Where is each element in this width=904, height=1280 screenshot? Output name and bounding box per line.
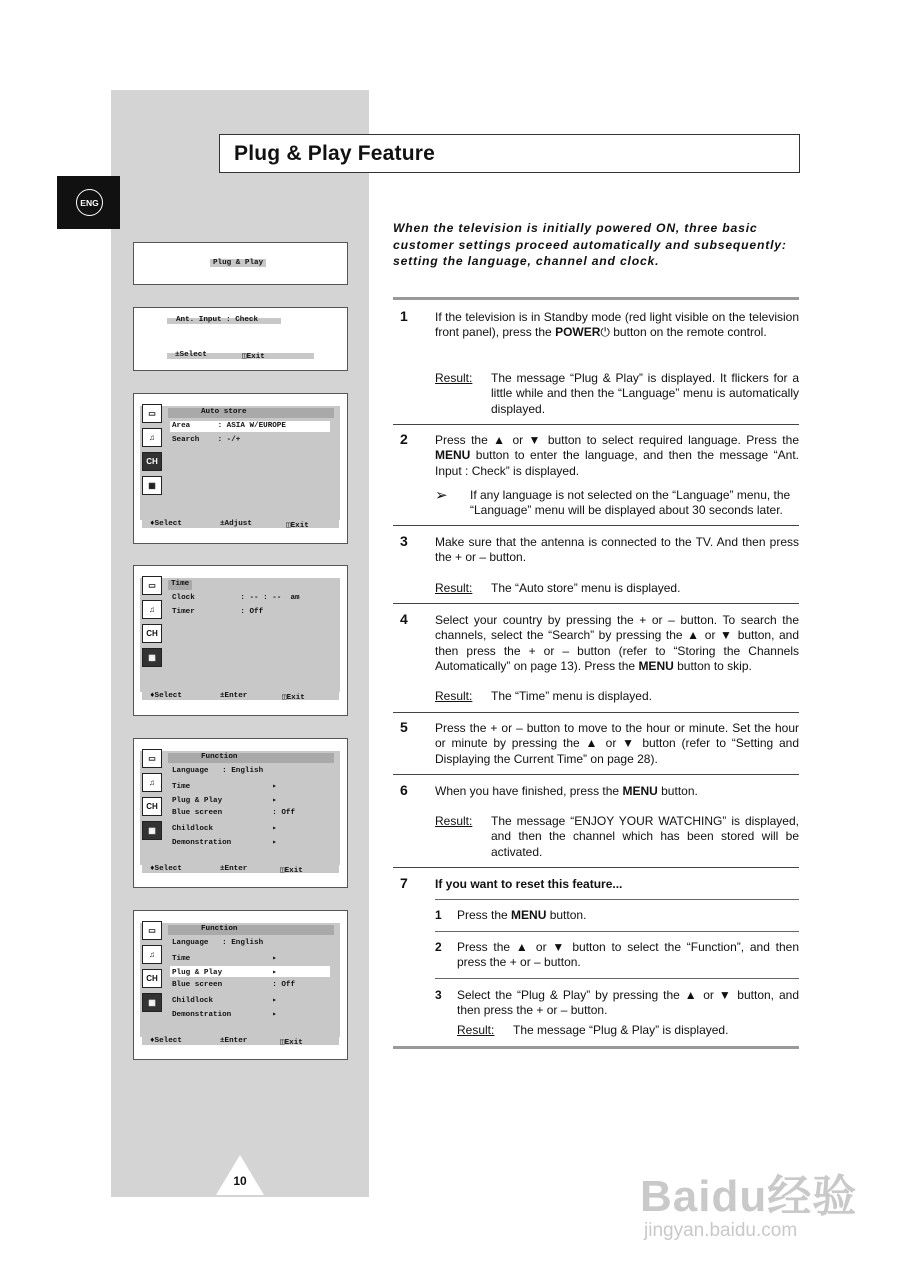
note-arrow-icon: ➢ [435, 487, 448, 504]
step-number: 4 [400, 611, 408, 627]
sound-icon: ♫ [142, 773, 162, 792]
sub-step-2-text: Press the ▲ or ▼ button to select the “Function”, and then press the + or – button. [457, 940, 799, 970]
setup-icon: ▦ [142, 821, 162, 840]
menu-head: Time [168, 580, 192, 590]
footer-adjust: ±Adjust [220, 520, 252, 528]
footer-select: ♦Select [150, 865, 182, 873]
tv-picture-icon: ▭ [142, 404, 162, 423]
menu-line-language: Language : English [172, 767, 264, 775]
channel-icon: CH [142, 797, 162, 816]
sub-step-number: 2 [435, 940, 442, 954]
step-3-text: Make sure that the antenna is connected to the TV. And then press the + or – button. [435, 535, 799, 565]
menu-head: Function [168, 925, 334, 935]
screen-footer [142, 865, 339, 873]
divider [393, 424, 799, 425]
step-4-result: The “Time” menu is displayed. [491, 689, 652, 703]
divider [393, 867, 799, 868]
footer-exit: ◫Exit [280, 867, 303, 875]
result-label: Result: [435, 814, 473, 828]
screen-footer [142, 692, 339, 700]
channel-icon: CH [142, 969, 162, 988]
divider [435, 899, 799, 900]
tv-picture-icon: ▭ [142, 749, 162, 768]
step-3-result: The “Auto store” menu is displayed. [491, 581, 681, 595]
step-6-result: The message “ENJOY YOUR WATCHING” is displayed, and then the channel which has been stored will be activated. [491, 814, 799, 859]
footer-enter: ±Enter [220, 865, 248, 873]
footer-select: ±Select [175, 351, 207, 359]
footer-enter: ±Enter [220, 692, 248, 700]
footer-exit: ◫Exit [286, 522, 309, 530]
menu-line-blue-screen: Blue screen : Off [172, 981, 296, 989]
menu-line-search: Search : -/+ [172, 436, 241, 444]
menu-line-demonstration: Demonstration ▸ [172, 1011, 277, 1019]
step-number: 2 [400, 431, 408, 447]
menu-line-time: Time ▸ [172, 955, 277, 963]
result-label: Result: [435, 371, 473, 385]
step-1-result: The message “Plug & Play” is displayed. It flickers for a little while and then the “Language” menu is automatically displayed. [491, 371, 799, 416]
watermark-main: Baidu经验 [640, 1172, 858, 1221]
sub-step-1-text: Press the MENU button. [457, 908, 587, 922]
intro-text: When the television is initially powered ON, three basic customer settings proceed automatically and subsequently: setting the language, channel and clock. [393, 221, 787, 268]
step-4-text: Select your country by pressing the + or – button. To search the channels, select the “Search” by pressing the ▲ or ▼ button, and then press the + or – button (refer to “Storing the Channels Automatically” on page 13). Press the MENU button to skip. [435, 613, 799, 673]
menu-line-demonstration: Demonstration ▸ [172, 839, 277, 847]
page-number: 10 [233, 1174, 247, 1188]
sub-step-number: 1 [435, 908, 442, 922]
menu-line-timer: Timer : Off [172, 608, 264, 616]
menu-area [140, 751, 340, 865]
divider [393, 1046, 799, 1049]
footer-enter: ±Enter [220, 1037, 248, 1045]
menu-line-blue-screen: Blue screen : Off [172, 809, 296, 817]
ant-input-bar [167, 318, 281, 324]
divider [393, 525, 799, 526]
sub-step-3-text: Select the “Plug & Play” by pressing the ▲ or ▼ button, and then press the + or – button. [457, 988, 799, 1018]
menu-icons [142, 749, 164, 845]
divider [435, 978, 799, 979]
menu-icons [142, 921, 164, 1017]
menu-area [140, 578, 340, 692]
setup-icon: ▦ [142, 648, 162, 667]
screen-footer [142, 520, 339, 528]
result-label: Result: [435, 689, 473, 703]
screen-function-plug-play [133, 910, 348, 1060]
divider [393, 774, 799, 775]
divider [393, 297, 799, 300]
footer-exit: ◫Exit [282, 694, 305, 702]
result-label: Result: [435, 581, 473, 595]
footer-exit: ◫Exit [242, 353, 265, 361]
page-title: Plug & Play Feature [234, 141, 436, 165]
page-number-tab [216, 1155, 264, 1195]
screen-time [133, 565, 348, 716]
ant-input-label: Ant. Input : Check [176, 316, 259, 324]
menu-line-area: Area : ASIA W/EUROPE [170, 421, 330, 432]
menu-head: Auto store [168, 408, 334, 418]
setup-icon: ▦ [142, 476, 162, 495]
tv-picture-icon: ▭ [142, 576, 162, 595]
sound-icon: ♫ [142, 428, 162, 447]
menu-line-childlock: Childlock ▸ [172, 997, 277, 1005]
step-5-text: Press the + or – button to move to the hour or minute. Set the hour or minute by pressing the ▲ or ▼ button (refer to “Setting and Displaying the Current Time” on page 28). [435, 721, 799, 766]
sound-icon: ♫ [142, 945, 162, 964]
step-2-note: If any language is not selected on the “Language” menu, the “Language” menu will be displayed about 30 seconds later. [470, 488, 791, 518]
screen-auto-store [133, 393, 348, 544]
watermark-sub: jingyan.baidu.com [644, 1220, 798, 1241]
menu-icons [142, 404, 164, 500]
menu-line-childlock: Childlock ▸ [172, 825, 277, 833]
footer-select: ♦Select [150, 520, 182, 528]
step-7-heading: If you want to reset this feature... [435, 877, 623, 891]
step-number: 5 [400, 719, 408, 735]
menu-line-plug-play: Plug & Play ▸ [170, 966, 330, 977]
menu-icons [142, 576, 164, 672]
menu-head: Function [168, 753, 334, 763]
language-tab [57, 176, 120, 229]
menu-line-clock: Clock : -- : -- am [172, 594, 300, 602]
step-6-text: When you have finished, press the MENU button. [435, 784, 698, 798]
menu-line-time: Time ▸ [172, 783, 277, 791]
channel-icon: CH [142, 452, 162, 471]
footer-select: ♦Select [150, 1037, 182, 1045]
divider [393, 603, 799, 604]
sound-icon: ♫ [142, 600, 162, 619]
footer-exit: ◫Exit [280, 1039, 303, 1047]
step-2-text: Press the ▲ or ▼ button to select required language. Press the MENU button to enter the language, and then the message “Ant. Input : Check” is displayed. [435, 433, 799, 478]
screen-footer [142, 1037, 339, 1045]
step-1-text: If the television is in Standby mode (red light visible on the television front panel), press the POWER⏻ button on the remote control. [435, 310, 799, 340]
step-number: 7 [400, 875, 408, 891]
power-icon: ⏻ [600, 325, 610, 340]
menu-area [140, 406, 340, 520]
result-label: Result: [457, 1023, 495, 1037]
divider [393, 712, 799, 713]
sub-step-number: 3 [435, 988, 442, 1002]
menu-line-language: Language : English [172, 939, 264, 947]
step-number: 6 [400, 782, 408, 798]
screen-footer [167, 353, 314, 359]
screen-plug-and-play [133, 242, 348, 285]
channel-icon: CH [142, 624, 162, 643]
menu-line-plug-play: Plug & Play ▸ [172, 797, 277, 805]
language-tab-label: ENG [76, 189, 103, 216]
setup-icon: ▦ [142, 993, 162, 1012]
divider [435, 931, 799, 932]
page-title-box [219, 134, 800, 173]
sub-step-3-result: The message “Plug & Play” is displayed. [513, 1023, 729, 1037]
watermark [640, 1140, 870, 1250]
tv-picture-icon: ▭ [142, 921, 162, 940]
screen-label: Plug & Play [210, 259, 266, 267]
footer-select: ♦Select [150, 692, 182, 700]
screen-function [133, 738, 348, 888]
step-number: 1 [400, 308, 408, 324]
step-number: 3 [400, 533, 408, 549]
menu-area [140, 923, 340, 1037]
screen-ant-input [133, 307, 348, 371]
